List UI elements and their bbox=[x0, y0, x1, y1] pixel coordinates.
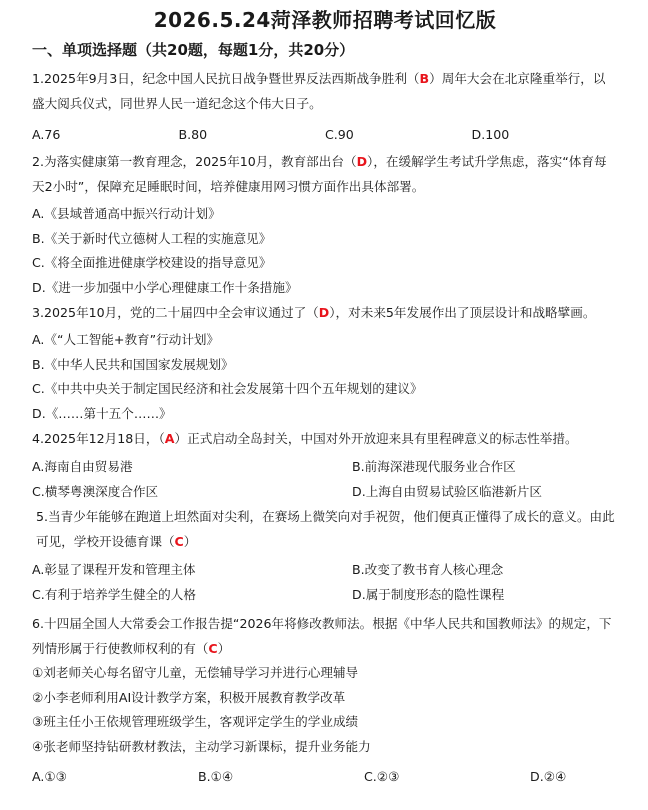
option-d: D.《进一步加强中小学心理健康工作十条措施》 bbox=[32, 279, 298, 295]
answer-letter: D bbox=[318, 305, 330, 320]
options-row bbox=[32, 123, 618, 147]
statement-1: ①刘老师关心每名留守儿童，无偿辅导学习并进行心理辅导 bbox=[32, 665, 359, 680]
option-a: A.彰显了课程开发和管理主体 bbox=[32, 562, 196, 577]
section-heading: 一、单项选择题（共20题，每题1分，共20分） bbox=[32, 41, 355, 59]
question-4 bbox=[32, 426, 618, 504]
option-b: B.改变了教书育人核心理念 bbox=[352, 562, 504, 577]
question-stem: 1.2025年9月3日，纪念中国人民抗日战争暨世界反法西斯战争胜利（B）周年大会在北京隆重举行，以盛大阅兵仪式，同世界人民一道纪念这个伟大日子。 bbox=[32, 71, 606, 111]
answer-letter: B bbox=[419, 71, 430, 86]
option-a: A.《“人工智能+教育”行动计划》 bbox=[32, 332, 220, 347]
options-grid bbox=[32, 454, 618, 504]
option-c: C.横琴粤澳深度合作区 bbox=[32, 484, 159, 499]
answer-letter: C bbox=[174, 534, 184, 549]
option-a: A.①③ bbox=[32, 769, 67, 784]
question-stem: 5.当青少年能够在跑道上坦然面对尖利，在赛场上微笑向对手祝贺，他们便真正懂得了成长的意义。由此可见，学校开设德育课（C） bbox=[36, 509, 615, 549]
statement-2: ②小李老师利用AI设计教学方案，积极开展教育教学改革 bbox=[32, 689, 346, 705]
options-grid bbox=[32, 557, 618, 607]
question-stem: 4.2025年12月18日，（A）正式启动全岛封关，中国对外开放迎来具有里程碑意义的标志性举措。 bbox=[32, 431, 578, 446]
question-stem: 6.十四届全国人大常委会工作报告提“2026年将修改教师法。根据《中华人民共和国教师法》的规定，下列情形属于行使教师权利的有（C） bbox=[32, 616, 612, 656]
answer-letter: A bbox=[164, 431, 175, 446]
option-b: B.80 bbox=[178, 127, 208, 142]
question-5 bbox=[32, 504, 618, 607]
option-a: A.《县域普通高中振兴行动计划》 bbox=[32, 206, 221, 221]
option-b: B.《关于新时代立德树人工程的实施意见》 bbox=[32, 230, 272, 246]
option-c: C.《中共中央关于制定国民经济和社会发展第十四个五年规划的建议》 bbox=[32, 381, 423, 396]
question-stem: 3.2025年10月，党的二十届四中全会审议通过了（D），对未来5年发展作出了顶层设计和战略擘画。 bbox=[32, 305, 596, 320]
option-b: B.前海深港现代服务业合作区 bbox=[352, 459, 516, 474]
option-b: B.《中华人民共和国国家发展规划》 bbox=[32, 356, 234, 372]
option-a: A.海南自由贸易港 bbox=[32, 459, 133, 474]
question-2 bbox=[32, 149, 618, 300]
option-c: C.90 bbox=[325, 127, 354, 142]
options-row bbox=[32, 765, 618, 789]
options-list bbox=[32, 328, 618, 426]
option-a: A.76 bbox=[32, 127, 61, 142]
option-c: C.《将全面推进健康学校建设的指导意见》 bbox=[32, 255, 272, 270]
page-title: 2026.5.24菏泽教师招聘考试回忆版 bbox=[153, 8, 497, 32]
option-d: D.100 bbox=[471, 127, 510, 142]
options-list bbox=[32, 202, 618, 300]
statement-list bbox=[32, 661, 618, 759]
question-6 bbox=[32, 611, 618, 789]
statement-3: ③班主任小王依规管理班级学生，客观评定学生的学业成绩 bbox=[32, 714, 359, 729]
option-b: B.①④ bbox=[198, 769, 234, 784]
option-c: C.②③ bbox=[364, 769, 400, 784]
question-1 bbox=[32, 66, 618, 147]
option-d: D.上海自由贸易试验区临港新片区 bbox=[352, 484, 543, 499]
statement-4: ④张老师坚持钻研教材教法，主动学习新课标，提升业务能力 bbox=[32, 738, 371, 754]
option-d: D.属于制度形态的隐性课程 bbox=[352, 587, 505, 602]
option-d: D.《……第十五个……》 bbox=[32, 405, 172, 421]
question-3 bbox=[32, 300, 618, 426]
option-c: C.有利于培养学生健全的人格 bbox=[32, 587, 196, 602]
answer-letter: C bbox=[208, 641, 218, 656]
option-d: D.②④ bbox=[530, 769, 567, 784]
question-stem: 2.为落实健康第一教育理念，2025年10月，教育部出台（D），在缓解学生考试升学焦虑，落实“体育每天2小时”，保障充足睡眠时间，培养健康用网习惯方面作出具体部署。 bbox=[32, 154, 607, 194]
answer-letter: D bbox=[356, 154, 368, 169]
